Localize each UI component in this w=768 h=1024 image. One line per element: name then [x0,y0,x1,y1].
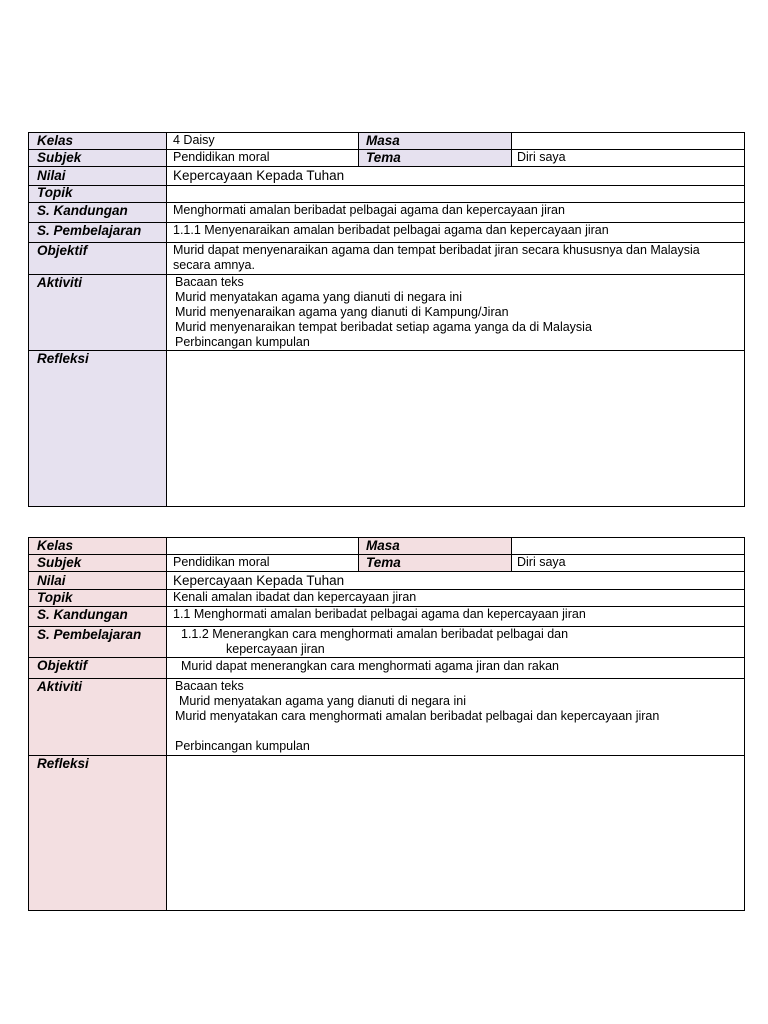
aktiviti-item: Murid menyatakan agama yang dianuti di negara ini [175,290,462,304]
label-s-pembelajaran: S. Pembelajaran [37,627,142,642]
label-kelas: Kelas [37,538,74,553]
label-s-kandungan: S. Kandungan [37,203,128,218]
label-topik: Topik [37,185,73,200]
objektif-value: Murid dapat menerangkan cara menghormati agama jiran dan rakan [181,659,559,673]
nilai-value: Kepercayaan Kepada Tuhan [173,168,345,183]
tema-value: Diri saya [517,150,566,164]
topik-value: Kenali amalan ibadat dan kepercayaan jiran [173,590,417,604]
s-pembelajaran-value: 1.1.1 Menyenaraikan amalan beribadat pelbagai agama dan kepercayaan jiran [173,223,609,237]
aktiviti-item: Murid menyenaraikan agama yang dianuti di Kampung/Jiran [175,305,509,319]
s-kandungan-value: 1.1 Menghormati amalan beribadat pelbagai agama dan kepercayaan jiran [173,607,586,621]
aktiviti-item: Bacaan teks [175,275,244,289]
label-kelas: Kelas [37,133,74,148]
label-s-pembelajaran: S. Pembelajaran [37,223,142,238]
objektif-value: Murid dapat menyenaraikan agama dan tempat beribadat jiran secara khususnya dan Malaysia secara amnya. [173,243,700,272]
lesson-plan-2 [28,537,745,911]
aktiviti-item: Murid menyenaraikan tempat beribadat setiap agama yanga da di Malaysia [175,320,592,334]
label-topik: Topik [37,590,73,605]
aktiviti-item: Bacaan teks [175,679,244,693]
subjek-value: Pendidikan moral [173,555,270,569]
label-subjek: Subjek [37,555,82,570]
aktiviti-item: Murid menyatakan cara menghormati amalan beribadat pelbagai dan kepercayaan jiran [175,709,660,723]
nilai-value: Kepercayaan Kepada Tuhan [173,573,345,588]
label-refleksi: Refleksi [37,351,89,366]
subjek-value: Pendidikan moral [173,150,270,164]
label-aktiviti: Aktiviti [37,275,83,290]
label-nilai: Nilai [37,573,66,588]
label-s-kandungan: S. Kandungan [37,607,128,622]
tema-value: Diri saya [517,555,566,569]
label-subjek: Subjek [37,150,82,165]
label-refleksi: Refleksi [37,756,89,771]
s-kandungan-value: Menghormati amalan beribadat pelbagai agama dan kepercayaan jiran [173,203,565,217]
s-pembelajaran-value: 1.1.2 Menerangkan cara menghormati amalan beribadat pelbagai dan [181,627,569,641]
label-objektif: Objektif [37,243,88,258]
aktiviti-item: Perbincangan kumpulan [175,335,310,349]
label-masa: Masa [366,133,400,148]
label-tema: Tema [366,555,401,570]
label-objektif: Objektif [37,658,88,673]
label-tema: Tema [366,150,401,165]
aktiviti-item: Murid menyatakan agama yang dianuti di negara ini [179,694,466,708]
label-masa: Masa [366,538,400,553]
aktiviti-item: Perbincangan kumpulan [175,739,310,753]
label-nilai: Nilai [37,168,66,183]
label-aktiviti: Aktiviti [37,679,83,694]
s-pembelajaran-value: kepercayaan jiran [226,642,325,656]
lesson-plan-1 [28,132,745,507]
kelas-value: 4 Daisy [173,133,215,147]
